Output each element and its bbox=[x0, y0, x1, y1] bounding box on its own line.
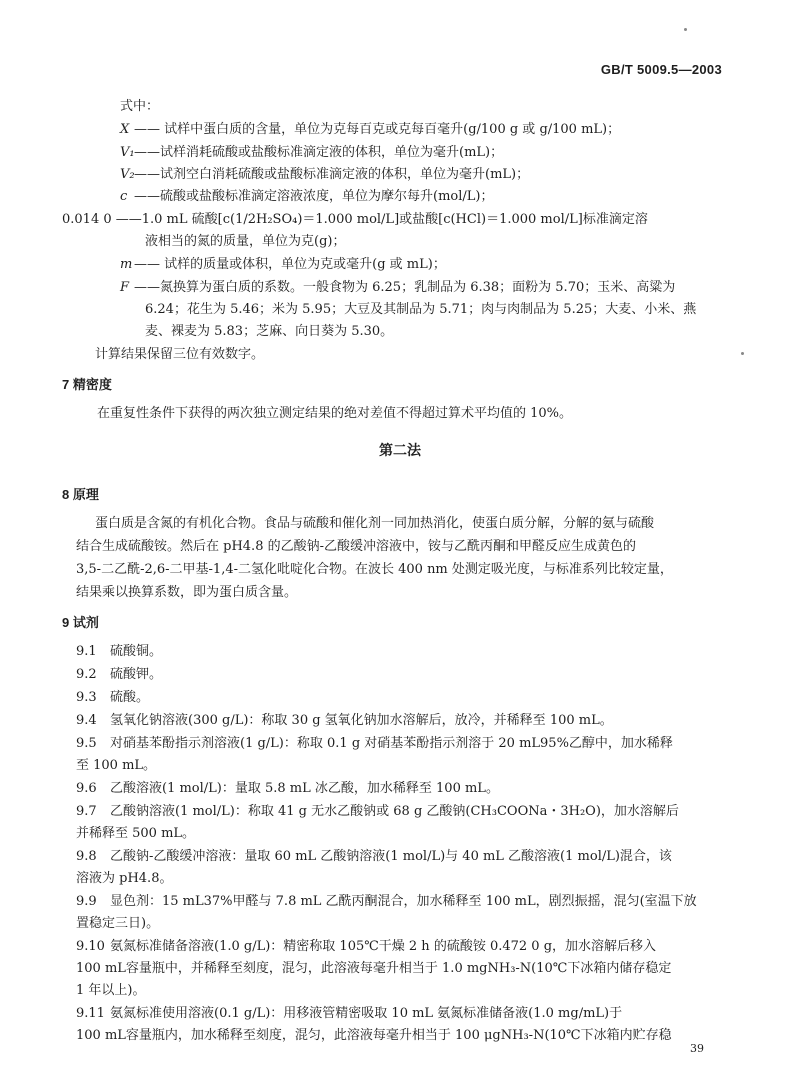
def-v1 bbox=[120, 144, 503, 162]
def-f-line2: 6.24；花生为 5.46；米为 5.95；大豆及其制品为 5.71；肉与肉制品为 5.25；大麦、小米、燕 bbox=[145, 302, 697, 317]
section-8-heading: 8 原理 bbox=[62, 487, 99, 502]
reagent-continuation: 并稀释至 500 mL。 bbox=[76, 826, 196, 841]
reagent-continuation: 溶液为 pH4.8。 bbox=[76, 871, 173, 886]
reagent-item bbox=[76, 848, 672, 866]
reagent-text: 硫酸。 bbox=[110, 690, 150, 705]
reagent-item bbox=[76, 689, 149, 707]
reagent-number: 9.4 bbox=[76, 713, 97, 728]
def-symbol: V₁ bbox=[120, 145, 135, 160]
def-symbol: V₂ bbox=[120, 167, 135, 182]
section-8-line2: 结合生成硫酸铵。然后在 pH4.8 的乙酸钠-乙酸缓冲溶液中，铵与乙酰丙酮和甲醛反应生成黄色的 bbox=[76, 539, 636, 554]
reagent-continuation: 1 年以上)。 bbox=[76, 983, 146, 998]
def-m bbox=[120, 256, 446, 274]
page-number: 39 bbox=[690, 1042, 704, 1055]
section-8-line1: 蛋白质是含氮的有机化合物。食品与硫酸和催化剂一同加热消化，使蛋白质分解，分解的氨与硫酸 bbox=[95, 516, 655, 531]
reagent-number: 9.3 bbox=[76, 690, 97, 705]
def-text: ——试样消耗硫酸或盐酸标准滴定液的体积，单位为毫升(mL)； bbox=[134, 145, 504, 160]
reagent-item bbox=[76, 803, 679, 821]
reagent-text: 硫酸铜。 bbox=[110, 644, 163, 659]
section-7-heading: 7 精密度 bbox=[62, 377, 112, 392]
reagent-number: 9.10 bbox=[76, 939, 105, 954]
reagent-text: 乙酸钠-乙酸缓冲溶液：量取 60 mL 乙酸钠溶液(1 mol/L)与 40 mL 乙酸溶液(1 mol/L)混合，该 bbox=[110, 849, 672, 864]
scan-speck bbox=[741, 352, 744, 355]
reagent-item bbox=[76, 666, 162, 684]
def-text: —— 试样的质量或体积，单位为克或毫升(g 或 mL)； bbox=[134, 257, 446, 272]
def-coefficient-line2: 液相当的氮的质量，单位为克(g)； bbox=[145, 234, 346, 249]
reagent-item bbox=[76, 712, 613, 730]
def-symbol: c bbox=[120, 189, 128, 204]
reagent-number: 9.9 bbox=[76, 894, 97, 909]
reagent-continuation: 100 mL容量瓶内，加水稀释至刻度，混匀，此溶液每毫升相当于 100 μgNH₃-N(10℃下冰箱内贮存稳 bbox=[76, 1028, 672, 1043]
reagent-item bbox=[76, 1005, 622, 1023]
def-text: ——硫酸或盐酸标准滴定溶液浓度，单位为摩尔每升(mol/L)； bbox=[134, 189, 494, 204]
def-symbol: X bbox=[120, 122, 130, 137]
reagent-text: 氨氮标准储备溶液(1.0 g/L)：精密称取 105℃干燥 2 h 的硫酸铵 0.472 0 g，加水溶解后移入 bbox=[110, 939, 657, 954]
reagent-item bbox=[76, 643, 162, 661]
reagent-number: 9.7 bbox=[76, 804, 97, 819]
reagent-text: 显色剂：15 mL37%甲醛与 7.8 mL 乙酰丙酮混合，加水稀释至 100 mL，剧烈振摇，混匀(室温下放 bbox=[110, 894, 697, 909]
reagent-text: 氨氮标准使用溶液(0.1 g/L)：用移液管精密吸取 10 mL 氨氮标准储备液(1.0 mg/mL)于 bbox=[110, 1006, 623, 1021]
section-8-line3: 3,5-二乙酰-2,6-二甲基-1,4-二氢化吡啶化合物。在波长 400 nm 处测定吸光度，与标准系列比较定量， bbox=[76, 562, 673, 577]
reagent-number: 9.8 bbox=[76, 849, 97, 864]
def-text: ——氮换算为蛋白质的系数。一般食物为 6.25；乳制品为 6.38；面粉为 5.70；玉米、高粱为 bbox=[134, 280, 676, 295]
reagent-number: 9.1 bbox=[76, 644, 97, 659]
def-x bbox=[120, 121, 620, 139]
reagent-number: 9.2 bbox=[76, 667, 97, 682]
reagent-text: 对硝基苯酚指示剂溶液(1 g/L)：称取 0.1 g 对硝基苯酚指示剂溶于 20 mL95%乙醇中，加水稀释 bbox=[110, 736, 673, 751]
formula-intro: 式中： bbox=[120, 99, 160, 114]
reagent-item bbox=[76, 893, 697, 911]
def-v2 bbox=[120, 166, 529, 184]
result-note: 计算结果保留三位有效数字。 bbox=[95, 347, 265, 362]
section-9-heading: 9 试剂 bbox=[62, 615, 99, 630]
def-symbol: F bbox=[120, 280, 130, 295]
reagent-continuation: 至 100 mL。 bbox=[76, 758, 157, 773]
reagent-item bbox=[76, 735, 673, 753]
def-f-line1 bbox=[120, 279, 675, 297]
reagent-item bbox=[76, 938, 656, 956]
section-8-line4: 结果乘以换算系数，即为蛋白质含量。 bbox=[76, 585, 298, 600]
reagent-text: 乙酸钠溶液(1 mol/L)：称取 41 g 无水乙酸钠或 68 g 乙酸钠(CH₃COONa・3H₂O)，加水溶解后 bbox=[110, 804, 679, 819]
reagent-text: 氢氧化钠溶液(300 g/L)：称取 30 g 氢氧化钠加水溶解后，放冷，并稀释至 100 mL。 bbox=[110, 713, 613, 728]
reagent-number: 9.6 bbox=[76, 781, 97, 796]
def-coefficient-line1: 0.014 0 ——1.0 mL 硫酸[c(1/2H₂SO₄)＝1.000 mol/L]或盐酸[c(HCl)＝1.000 mol/L]标准滴定溶 bbox=[62, 212, 648, 227]
def-text: —— 试样中蛋白质的含量，单位为克每百克或克每百毫升(g/100 g 或 g/100 mL)； bbox=[134, 122, 621, 137]
reagent-continuation: 置稳定三日)。 bbox=[76, 916, 160, 931]
reagent-continuation: 100 mL容量瓶中，并稀释至刻度，混匀，此溶液每毫升相当于 1.0 mgNH₃-N(10℃下冰箱内储存稳定 bbox=[76, 961, 672, 976]
reagent-text: 硫酸钾。 bbox=[110, 667, 163, 682]
reagent-text: 乙酸溶液(1 mol/L)：量取 5.8 mL 冰乙酸，加水稀释至 100 mL。 bbox=[110, 781, 499, 796]
reagent-number: 9.11 bbox=[76, 1006, 105, 1021]
section-7-text: 在重复性条件下获得的两次独立测定结果的绝对差值不得超过算术平均值的 10%。 bbox=[97, 406, 573, 421]
method-title: 第二法 bbox=[379, 442, 421, 458]
reagent-item bbox=[76, 780, 499, 798]
def-f-line3: 麦、裸麦为 5.83；芝麻、向日葵为 5.30。 bbox=[145, 324, 394, 339]
standard-code: GB/T 5009.5—2003 bbox=[600, 62, 722, 77]
scan-speck bbox=[684, 28, 687, 31]
reagent-number: 9.5 bbox=[76, 736, 97, 751]
def-text: ——试剂空白消耗硫酸或盐酸标准滴定液的体积，单位为毫升(mL)； bbox=[134, 167, 530, 182]
def-c bbox=[120, 188, 493, 206]
def-symbol: m bbox=[120, 257, 133, 272]
